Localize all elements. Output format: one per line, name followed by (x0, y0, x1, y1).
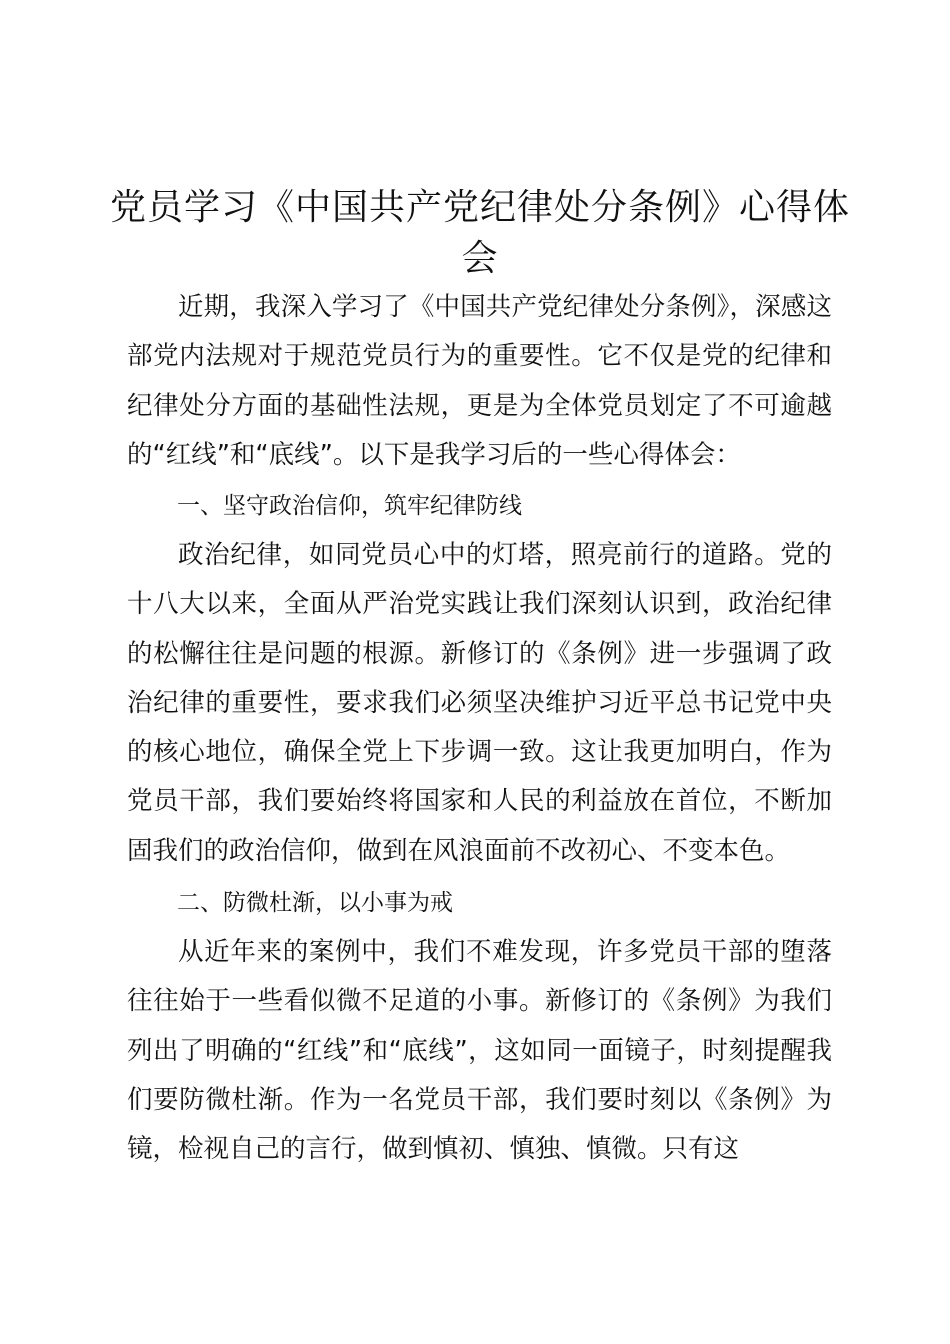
paragraph-political-discipline: 政治纪律，如同党员心中的灯塔，照亮前行的道路。党的十八大以来，全面从严治党实践让我们深刻认识到，政治纪律的松懈往往是问题的根源。新修订的《条例》进一步强调了政治纪律的重要性，要求我们必须坚决维护习近平总书记党中央的核心地位，确保全党上下步调一致。这让我更加明白，作为党员干部，我们要始终将国家和人民的利益放在首位，不断加固我们的政治信仰，做到在风浪面前不改初心、不变本色。 (127, 540, 832, 866)
paragraph-intro: 近期，我深入学习了《中国共产党纪律处分条例》，深感这部党内法规对于规范党员行为的重要性。它不仅是党的纪律和纪律处分方面的基础性法规，更是为全体党员划定了不可逾越的“红线”和“底线”。以下是我学习后的一些心得体会： (127, 292, 832, 470)
document-title: 党员学习《中国共产党纪律处分条例》心得体会 (110, 187, 851, 279)
section-heading-2: 二、防微杜渐，以小事为戒 (177, 890, 453, 916)
section-heading-1: 一、坚守政治信仰，筑牢纪律防线 (177, 493, 522, 519)
paragraph-small-matters: 从近年来的案例中，我们不难发现，许多党员干部的堕落往往始于一些看似微不足道的小事。新修订的《条例》为我们列出了明确的“红线”和“底线”，这如同一面镜子，时刻提醒我们要防微杜渐。作为一名党员干部，我们要时刻以《条例》为镜，检视自己的言行，做到慎初、慎独、慎微。只有这 (127, 937, 832, 1165)
